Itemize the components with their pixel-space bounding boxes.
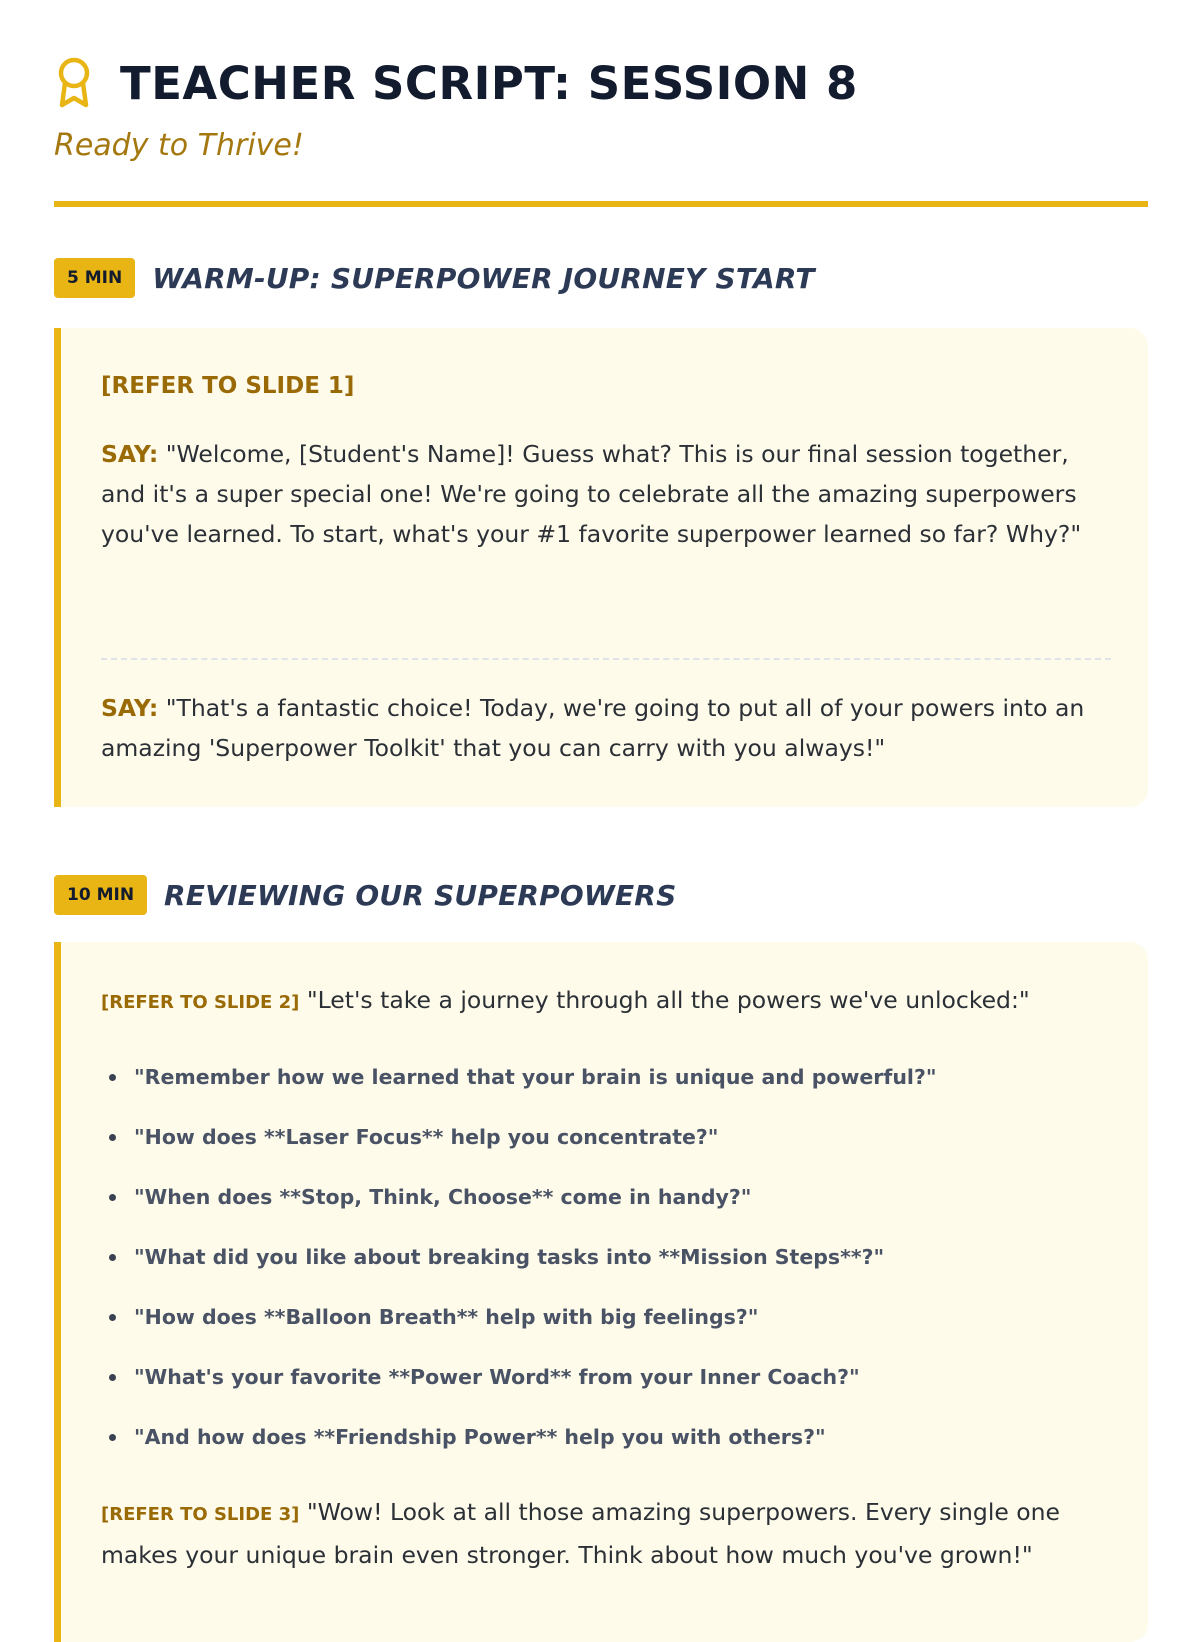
review-outro-paragraph — [101, 1492, 1111, 1575]
say-text: "That's a fantastic choice! Today, we're going to put all of your powers into an amazing 'Superpower Toolkit' that you can carry with you always!" — [101, 694, 1085, 762]
slide-reference: [REFER TO SLIDE 3] — [101, 1504, 300, 1525]
slide-reference: [REFER TO SLIDE 2] — [101, 992, 300, 1013]
bullet-icon — [109, 1434, 116, 1441]
bullet-icon — [109, 1194, 116, 1201]
list-item: "And how does **Friendship Power** help you with others?" — [101, 1407, 1111, 1467]
outro-text: "Wow! Look at all those amazing superpowers. Every single one makes your unique brain even stronger. Think about how much you've grown!" — [101, 1498, 1061, 1569]
section-warm-up-header — [54, 258, 815, 298]
section-review-header — [54, 875, 676, 915]
bullet-icon — [109, 1374, 116, 1381]
warm-up-script-box — [54, 328, 1148, 807]
bullet-icon — [109, 1314, 116, 1321]
page-subtitle: Ready to Thrive! — [54, 128, 304, 163]
dashed-divider — [101, 658, 1111, 660]
time-badge: 5 MIN — [54, 258, 135, 298]
say-paragraph-welcome — [101, 434, 1111, 554]
list-item: "How does **Balloon Breath** help with big feelings?" — [101, 1287, 1111, 1347]
bullet-icon — [109, 1074, 116, 1081]
bullet-icon — [109, 1254, 116, 1261]
slide-reference: [REFER TO SLIDE 1] — [101, 373, 355, 399]
list-item: "Remember how we learned that your brain is unique and powerful?" — [101, 1047, 1111, 1107]
title-row — [54, 52, 858, 114]
award-ribbon-icon — [54, 56, 94, 110]
time-badge: 10 MIN — [54, 875, 147, 915]
say-text: "Welcome, [Student's Name]! Guess what? This is our final session together, and it's a super special one! We're going to celebrate all the amazing superpowers you've learned. To start, what's your #1 favorite superpower learned so far? Why?" — [101, 440, 1082, 548]
list-item: "What's your favorite **Power Word** from your Inner Coach?" — [101, 1347, 1111, 1407]
say-label: SAY: — [101, 440, 159, 468]
list-item: "When does **Stop, Think, Choose** come in handy?" — [101, 1167, 1111, 1227]
intro-text: "Let's take a journey through all the powers we've unlocked:" — [299, 986, 1030, 1014]
section-title: REVIEWING OUR SUPERPOWERS — [164, 878, 677, 912]
section-title: WARM-UP: SUPERPOWER JOURNEY START — [152, 261, 815, 295]
list-item: "What did you like about breaking tasks into **Mission Steps**?" — [101, 1227, 1111, 1287]
say-label: SAY: — [101, 694, 159, 722]
page-title: TEACHER SCRIPT: SESSION 8 — [120, 56, 858, 110]
header-divider — [54, 201, 1148, 207]
list-item: "How does **Laser Focus** help you concentrate?" — [101, 1107, 1111, 1167]
review-intro-paragraph — [101, 980, 1111, 1023]
bullet-icon — [109, 1134, 116, 1141]
say-paragraph-toolkit — [101, 688, 1111, 768]
review-script-box — [54, 942, 1148, 1642]
superpower-question-list — [101, 1047, 1111, 1467]
